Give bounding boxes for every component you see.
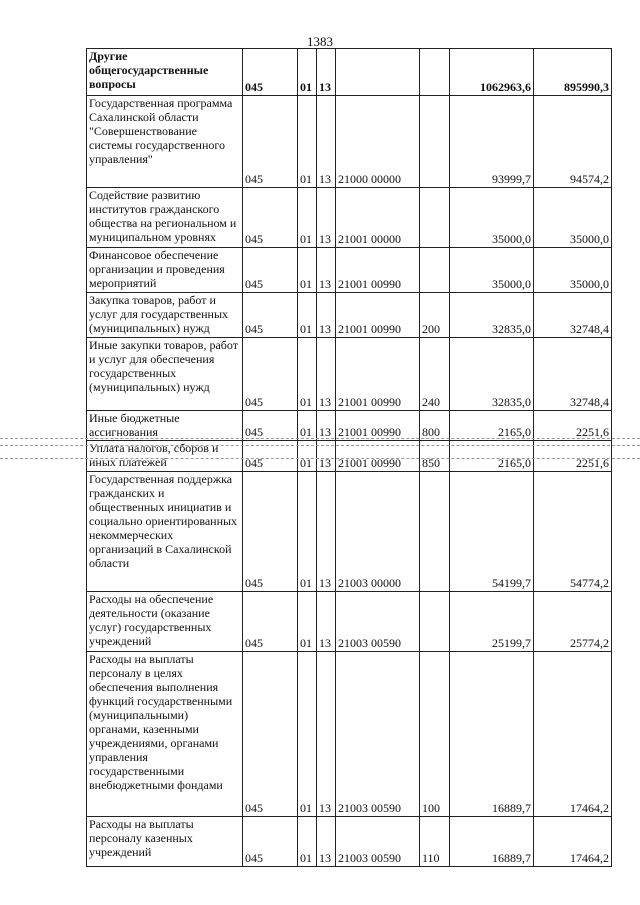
scan-artifact-line bbox=[0, 438, 640, 439]
subsection-cell: 13 bbox=[317, 592, 336, 652]
expense-type-cell bbox=[420, 49, 450, 96]
expense-type-cell bbox=[420, 472, 450, 592]
expense-type-cell: 100 bbox=[420, 652, 450, 817]
section-cell: 01 bbox=[298, 411, 317, 441]
table-row bbox=[87, 49, 612, 96]
grbs-cell: 045 bbox=[243, 49, 298, 96]
target-article-cell: 21003 00590 bbox=[336, 817, 420, 867]
expense-type-cell bbox=[420, 96, 450, 188]
amount-year1-cell: 35000,0 bbox=[450, 188, 534, 248]
expense-type-cell bbox=[420, 248, 450, 293]
amount-year2-cell: 35000,0 bbox=[534, 188, 612, 248]
target-article-cell: 21003 00000 bbox=[336, 472, 420, 592]
subsection-cell: 13 bbox=[317, 817, 336, 867]
target-article-cell: 21000 00000 bbox=[336, 96, 420, 188]
grbs-cell: 045 bbox=[243, 817, 298, 867]
grbs-cell: 045 bbox=[243, 188, 298, 248]
grbs-cell: 045 bbox=[243, 293, 298, 338]
subsection-cell: 13 bbox=[317, 96, 336, 188]
grbs-cell: 045 bbox=[243, 96, 298, 188]
target-article-cell: 21001 00990 bbox=[336, 338, 420, 411]
amount-year1-cell: 32835,0 bbox=[450, 293, 534, 338]
item-name-cell: Финансовое обеспечение организации и проведения мероприятий bbox=[87, 248, 243, 293]
grbs-cell: 045 bbox=[243, 652, 298, 817]
section-cell: 01 bbox=[298, 188, 317, 248]
grbs-cell: 045 bbox=[243, 248, 298, 293]
expense-type-cell: 850 bbox=[420, 441, 450, 472]
table-row bbox=[87, 96, 612, 188]
item-name-cell: Государственная поддержка гражданских и общественных инициатив и социально ориентированных некоммерческих организаций в Сахалинской области bbox=[87, 472, 243, 592]
amount-year1-cell: 16889,7 bbox=[450, 817, 534, 867]
section-cell: 01 bbox=[298, 96, 317, 188]
subsection-cell: 13 bbox=[317, 248, 336, 293]
section-cell: 01 bbox=[298, 592, 317, 652]
amount-year2-cell: 2251,6 bbox=[534, 411, 612, 441]
item-name-cell: Иные бюджетные ассигнования bbox=[87, 411, 243, 441]
target-article-cell bbox=[336, 49, 420, 96]
amount-year1-cell: 32835,0 bbox=[450, 338, 534, 411]
section-cell: 01 bbox=[298, 652, 317, 817]
subsection-cell: 13 bbox=[317, 188, 336, 248]
subsection-cell: 13 bbox=[317, 652, 336, 817]
table-row bbox=[87, 472, 612, 592]
amount-year2-cell: 25774,2 bbox=[534, 592, 612, 652]
expense-type-cell: 240 bbox=[420, 338, 450, 411]
subsection-cell: 13 bbox=[317, 338, 336, 411]
amount-year2-cell: 32748,4 bbox=[534, 293, 612, 338]
table-row bbox=[87, 188, 612, 248]
target-article-cell: 21003 00590 bbox=[336, 652, 420, 817]
expense-type-cell bbox=[420, 188, 450, 248]
item-name-cell: Расходы на выплаты персоналу в целях обеспечения выполнения функций государственными (муниципальными) органами, казенными учреждениями, органами управления государственными внебюджетными фондами bbox=[87, 652, 243, 817]
amount-year1-cell: 2165,0 bbox=[450, 441, 534, 472]
section-cell: 01 bbox=[298, 472, 317, 592]
amount-year2-cell: 895990,3 bbox=[534, 49, 612, 96]
expense-type-cell: 110 bbox=[420, 817, 450, 867]
expense-type-cell: 200 bbox=[420, 293, 450, 338]
target-article-cell: 21001 00990 bbox=[336, 411, 420, 441]
table-row bbox=[87, 592, 612, 652]
section-cell: 01 bbox=[298, 49, 317, 96]
target-article-cell: 21003 00590 bbox=[336, 592, 420, 652]
amount-year2-cell: 35000,0 bbox=[534, 248, 612, 293]
amount-year2-cell: 2251,6 bbox=[534, 441, 612, 472]
amount-year2-cell: 54774,2 bbox=[534, 472, 612, 592]
subsection-cell: 13 bbox=[317, 49, 336, 96]
table-row bbox=[87, 411, 612, 441]
grbs-cell: 045 bbox=[243, 592, 298, 652]
scan-artifact-line bbox=[0, 458, 640, 459]
grbs-cell: 045 bbox=[243, 472, 298, 592]
grbs-cell: 045 bbox=[243, 441, 298, 472]
amount-year1-cell: 1062963,6 bbox=[450, 49, 534, 96]
subsection-cell: 13 bbox=[317, 472, 336, 592]
subsection-cell: 13 bbox=[317, 411, 336, 441]
expense-type-cell bbox=[420, 592, 450, 652]
target-article-cell: 21001 00000 bbox=[336, 188, 420, 248]
section-cell: 01 bbox=[298, 817, 317, 867]
item-name-cell: Иные закупки товаров, работ и услуг для обеспечения государственных (муниципальных) нужд bbox=[87, 338, 243, 411]
amount-year1-cell: 25199,7 bbox=[450, 592, 534, 652]
amount-year2-cell: 17464,2 bbox=[534, 652, 612, 817]
subsection-cell: 13 bbox=[317, 441, 336, 472]
item-name-cell: Закупка товаров, работ и услуг для государственных (муниципальных) нужд bbox=[87, 293, 243, 338]
target-article-cell: 21001 00990 bbox=[336, 248, 420, 293]
section-cell: 01 bbox=[298, 441, 317, 472]
amount-year2-cell: 17464,2 bbox=[534, 817, 612, 867]
grbs-cell: 045 bbox=[243, 338, 298, 411]
expense-type-cell: 800 bbox=[420, 411, 450, 441]
table-row bbox=[87, 293, 612, 338]
table-row bbox=[87, 248, 612, 293]
amount-year1-cell: 35000,0 bbox=[450, 248, 534, 293]
item-name-cell: Расходы на обеспечение деятельности (оказание услуг) государственных учреждений bbox=[87, 592, 243, 652]
scan-artifact-line bbox=[0, 445, 640, 446]
table-row bbox=[87, 338, 612, 411]
section-cell: 01 bbox=[298, 293, 317, 338]
page-number: 1383 bbox=[307, 34, 333, 49]
target-article-cell: 21001 00990 bbox=[336, 441, 420, 472]
subsection-cell: 13 bbox=[317, 293, 336, 338]
amount-year2-cell: 32748,4 bbox=[534, 338, 612, 411]
item-name-cell: Другие общегосударственные вопросы bbox=[87, 49, 243, 96]
table-row bbox=[87, 652, 612, 817]
amount-year1-cell: 93999,7 bbox=[450, 96, 534, 188]
target-article-cell: 21001 00990 bbox=[336, 293, 420, 338]
amount-year1-cell: 16889,7 bbox=[450, 652, 534, 817]
section-cell: 01 bbox=[298, 248, 317, 293]
amount-year1-cell: 2165,0 bbox=[450, 411, 534, 441]
item-name-cell: Уплата налогов, сборов и иных платежей bbox=[87, 441, 243, 472]
table-row bbox=[87, 817, 612, 867]
item-name-cell: Содействие развитию институтов гражданского общества на региональном и муниципальном уровнях bbox=[87, 188, 243, 248]
amount-year1-cell: 54199,7 bbox=[450, 472, 534, 592]
item-name-cell: Расходы на выплаты персоналу казенных учреждений bbox=[87, 817, 243, 867]
grbs-cell: 045 bbox=[243, 411, 298, 441]
item-name-cell: Государственная программа Сахалинской области "Совершенствование системы государственного управления" bbox=[87, 96, 243, 188]
amount-year2-cell: 94574,2 bbox=[534, 96, 612, 188]
section-cell: 01 bbox=[298, 338, 317, 411]
